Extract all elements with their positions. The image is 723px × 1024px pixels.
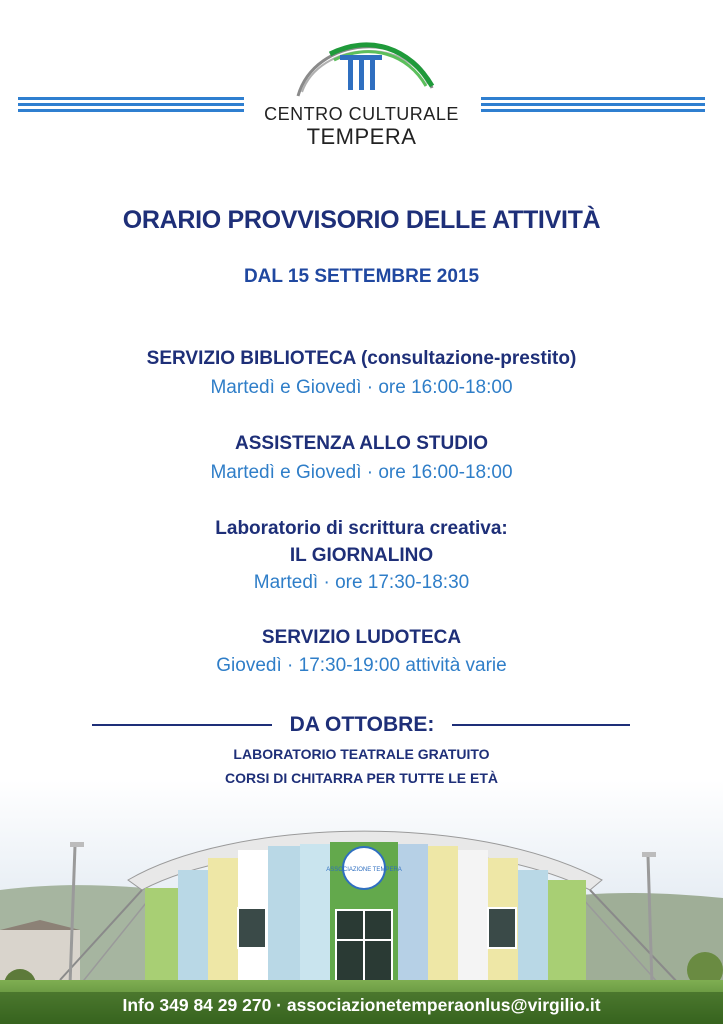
logo-text-line2: TEMPERA bbox=[306, 124, 417, 149]
logo-text-line1: CENTRO CULTURALE bbox=[264, 104, 459, 124]
october-heading-box bbox=[272, 708, 452, 742]
activity-intro-writing: Laboratorio di scrittura creativa: bbox=[215, 518, 508, 539]
activity-time-giornalino: Martedì · ore 17:30-18:30 bbox=[253, 572, 470, 593]
october-item-theatre: LABORATORIO TEATRALE GRATUITO bbox=[233, 746, 490, 762]
page-title: ORARIO PROVVISORIO DELLE ATTIVITÀ bbox=[122, 206, 601, 234]
activity-title-study: ASSISTENZA ALLO STUDIO bbox=[235, 433, 488, 454]
building-sign-text: ASSOCIAZIONE TEMPERA bbox=[326, 867, 402, 873]
october-item-guitar: CORSI DI CHITARRA PER TUTTE LE ETÀ bbox=[225, 770, 498, 786]
october-heading: DA OTTOBRE: bbox=[289, 713, 435, 736]
divider-left bbox=[92, 724, 272, 726]
activity-time-ludoteca: Giovedì · 17:30-19:00 attività varie bbox=[216, 655, 507, 676]
start-date: DAL 15 SETTEMBRE 2015 bbox=[243, 266, 480, 287]
activity-time-library: Martedì e Giovedì · ore 16:00-18:00 bbox=[210, 377, 513, 398]
activity-title-library: SERVIZIO BIBLIOTECA (consultazione-prestito) bbox=[146, 348, 577, 369]
activity-title-ludoteca: SERVIZIO LUDOTECA bbox=[261, 627, 462, 648]
activity-title-giornalino: IL GIORNALINO bbox=[289, 545, 434, 566]
divider-right bbox=[452, 724, 630, 726]
footer-contact: Info 349 84 29 270 · associazionetemperaonlus@virgilio.it bbox=[122, 995, 601, 1015]
activity-time-study: Martedì e Giovedì · ore 16:00-18:00 bbox=[210, 462, 513, 483]
